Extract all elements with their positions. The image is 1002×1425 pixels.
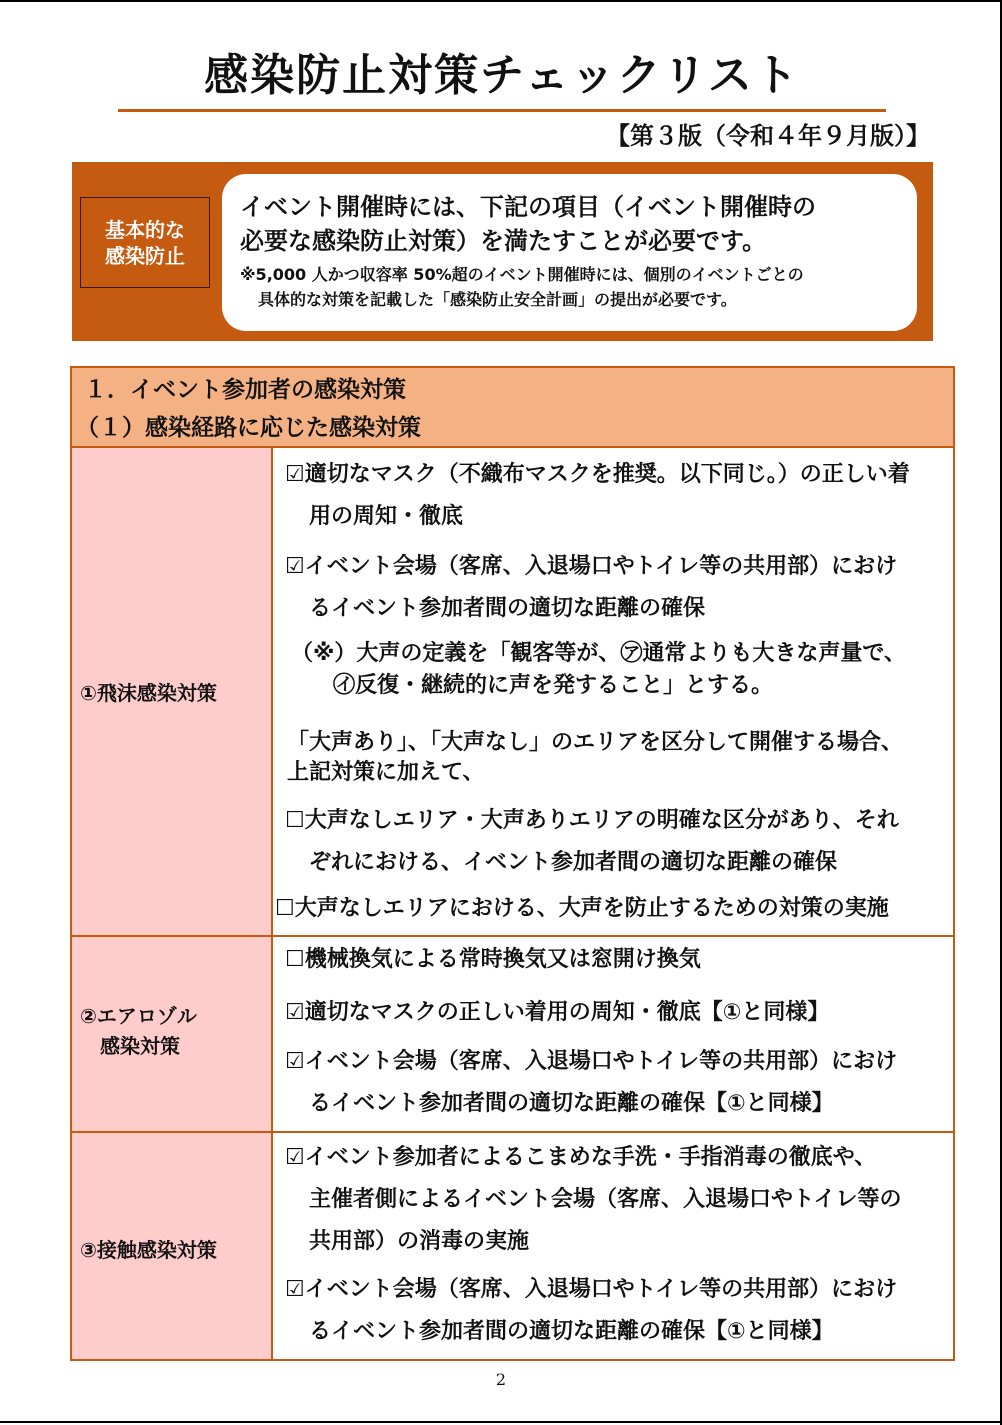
banner-note-line2: 具体的な対策を記載した「感染防止安全計画」の提出が必要です。 (258, 290, 737, 309)
page-number: 2 (495, 1370, 507, 1389)
banner-label (80, 197, 210, 288)
checklist-item: ☐大声なしエリア・大声ありエリアの明確な区分があり、それ ぞれにおける、イベント参加者間の適切な距離の確保 (285, 808, 899, 875)
checklist-item: ☐大声なしエリアにおける、大声を防止するための対策の実施 (275, 896, 889, 921)
banner-label-line1: 基本的な (105, 217, 185, 242)
banner-label-line2: 感染防止 (105, 243, 185, 268)
page-title: 感染防止対策チェックリスト (204, 50, 800, 101)
area-division-text: 「大声あり」、「大声なし」のエリアを区分して開催する場合、 上記対策に加えて、 (287, 730, 904, 785)
banner-note (240, 262, 804, 312)
row-label-text: ①飛沫感染対策 (80, 681, 217, 705)
section-subheading: （１）感染経路に応じた感染対策 (76, 415, 421, 441)
page-border-bottom (0, 1421, 1002, 1423)
banner-main-line2: 必要な感染防止対策）を満たすことが必要です。 (240, 227, 767, 255)
checklist-item: ☑イベント会場（客席、入退場口やトイレ等の共用部）におけ るイベント参加者間の適切な距離の確保 (285, 554, 898, 621)
page-border-top (0, 0, 1002, 2)
checklist-item: ☑イベント会場（客席、入退場口やトイレ等の共用部）におけ るイベント参加者間の適切な距離の確保【①と同様】 (285, 1277, 898, 1344)
section-header (72, 368, 953, 448)
row-body-aerosol (273, 937, 953, 1131)
checklist-item: ☑イベント会場（客席、入退場口やトイレ等の共用部）におけ るイベント参加者間の適切な距離の確保【①と同様】 (285, 1049, 898, 1116)
checklist-row-aerosol (72, 937, 953, 1133)
checklist-item: ☐機械換気による常時換気又は窓開け換気 (285, 947, 701, 972)
checklist-item: ☑適切なマスク（不織布マスクを推奨。以下同じ。）の正しい着 用の周知・徹底 (285, 462, 910, 529)
row-body-contact (273, 1133, 953, 1359)
loud-voice-definition-note: （※）大声の定義を「観客等が、㋐通常よりも大きな声量で、 ㋑反復・継続的に声を発すること」とする。 (291, 641, 906, 698)
row-label-text: ③接触感染対策 (80, 1238, 217, 1262)
banner-note-line1: ※5,000 人かつ収容率 50%超のイベント開催時には、個別のイベントごとの (240, 265, 804, 284)
banner-main-text (240, 190, 816, 258)
row-body-droplet (273, 448, 953, 935)
row-label-contact (72, 1133, 273, 1359)
row-label-text: ②エアロゾル 感染対策 (80, 1004, 197, 1058)
row-label-aerosol (72, 937, 273, 1131)
basic-prevention-banner (72, 162, 933, 341)
checklist-item: ☑適切なマスクの正しい着用の周知・徹底【①と同様】 (285, 1000, 830, 1025)
edition-label: 【第３版（令和４年９月版）】 (606, 122, 930, 150)
section-heading: １．イベント参加者の感染対策 (84, 377, 406, 403)
checklist-item: ☑イベント参加者によるこまめな手洗・手指消毒の徹底や、 主催者側によるイベント会場（客席、入退場口やトイレ等の 共用部）の消毒の実施 (285, 1145, 902, 1254)
banner-message-box (222, 174, 917, 331)
row-label-droplet (72, 448, 273, 935)
title-underline (118, 109, 886, 112)
checklist-section (70, 366, 955, 1361)
checklist-row-droplet (72, 448, 953, 937)
checklist-row-contact (72, 1133, 953, 1359)
banner-main-line1: イベント開催時には、下記の項目（イベント開催時の (240, 193, 816, 221)
